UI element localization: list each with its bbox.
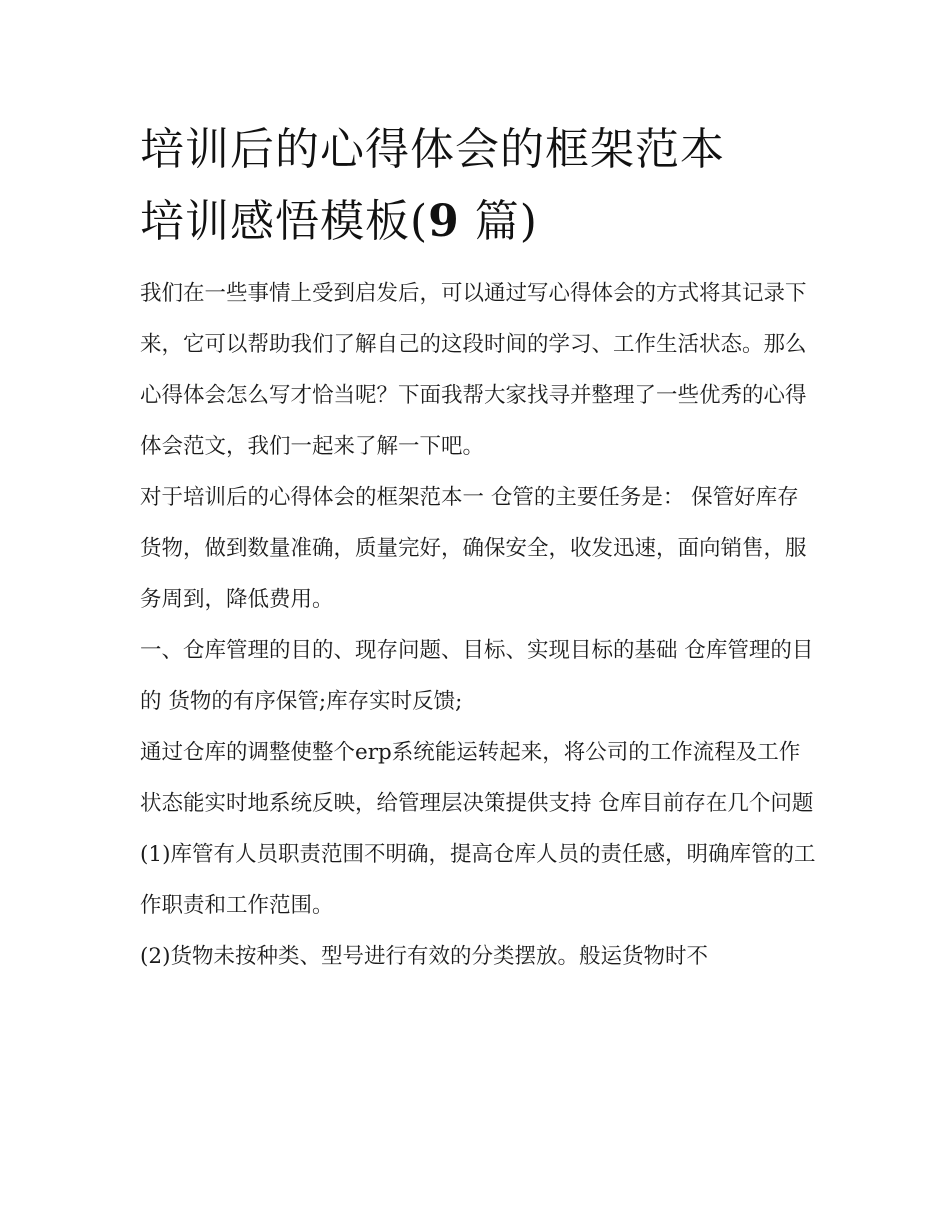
title-line-2-text: 培训感悟模板(	[140, 196, 429, 247]
paragraph-issue-1: (1)库管有人员职责范围不明确，提高仓库人员的责任感，明确库管的工作职责和工作范围。	[140, 842, 816, 918]
paragraph-warehouse-tasks: 对于培训后的心得体会的框架范本一 仓管的主要任务是： 保管好库存货物，做到数量准确，质量完好，确保安全，收发迅速，面向销售，服务周到，降低费用。	[140, 485, 807, 612]
title-line-2-suffix: 篇)	[459, 196, 538, 247]
title-line-1: 培训后的心得体会的框架范本	[140, 124, 725, 175]
document-title	[140, 114, 820, 258]
paragraph-issue-2: (2)货物未按种类、型号进行有效的分类摆放。般运货物时不	[140, 944, 708, 969]
title-line-2	[140, 196, 538, 247]
paragraph-section-one: 一、仓库管理的目的、现存问题、目标、实现目标的基础 仓库管理的目的 货物的有序保管;库存实时反馈;	[140, 638, 814, 714]
paragraph-erp: 通过仓库的调整使整个erp系统能运转起来，将公司的工作流程及工作状态能实时地系统反映，给管理层决策提供支持 仓库目前存在几个问题	[140, 740, 814, 816]
title-count: 9	[428, 196, 460, 247]
paragraph-intro: 我们在一些事情上受到启发后，可以通过写心得体会的方式将其记录下来，它可以帮助我们了解自己的这段时间的学习、工作生活状态。那么心得体会怎么写才恰当呢？下面我帮大家找寻并整理了一些优秀的心得体会范文，我们一起来了解一下吧。	[140, 281, 807, 459]
document-body	[140, 268, 820, 982]
document-content	[140, 114, 820, 982]
